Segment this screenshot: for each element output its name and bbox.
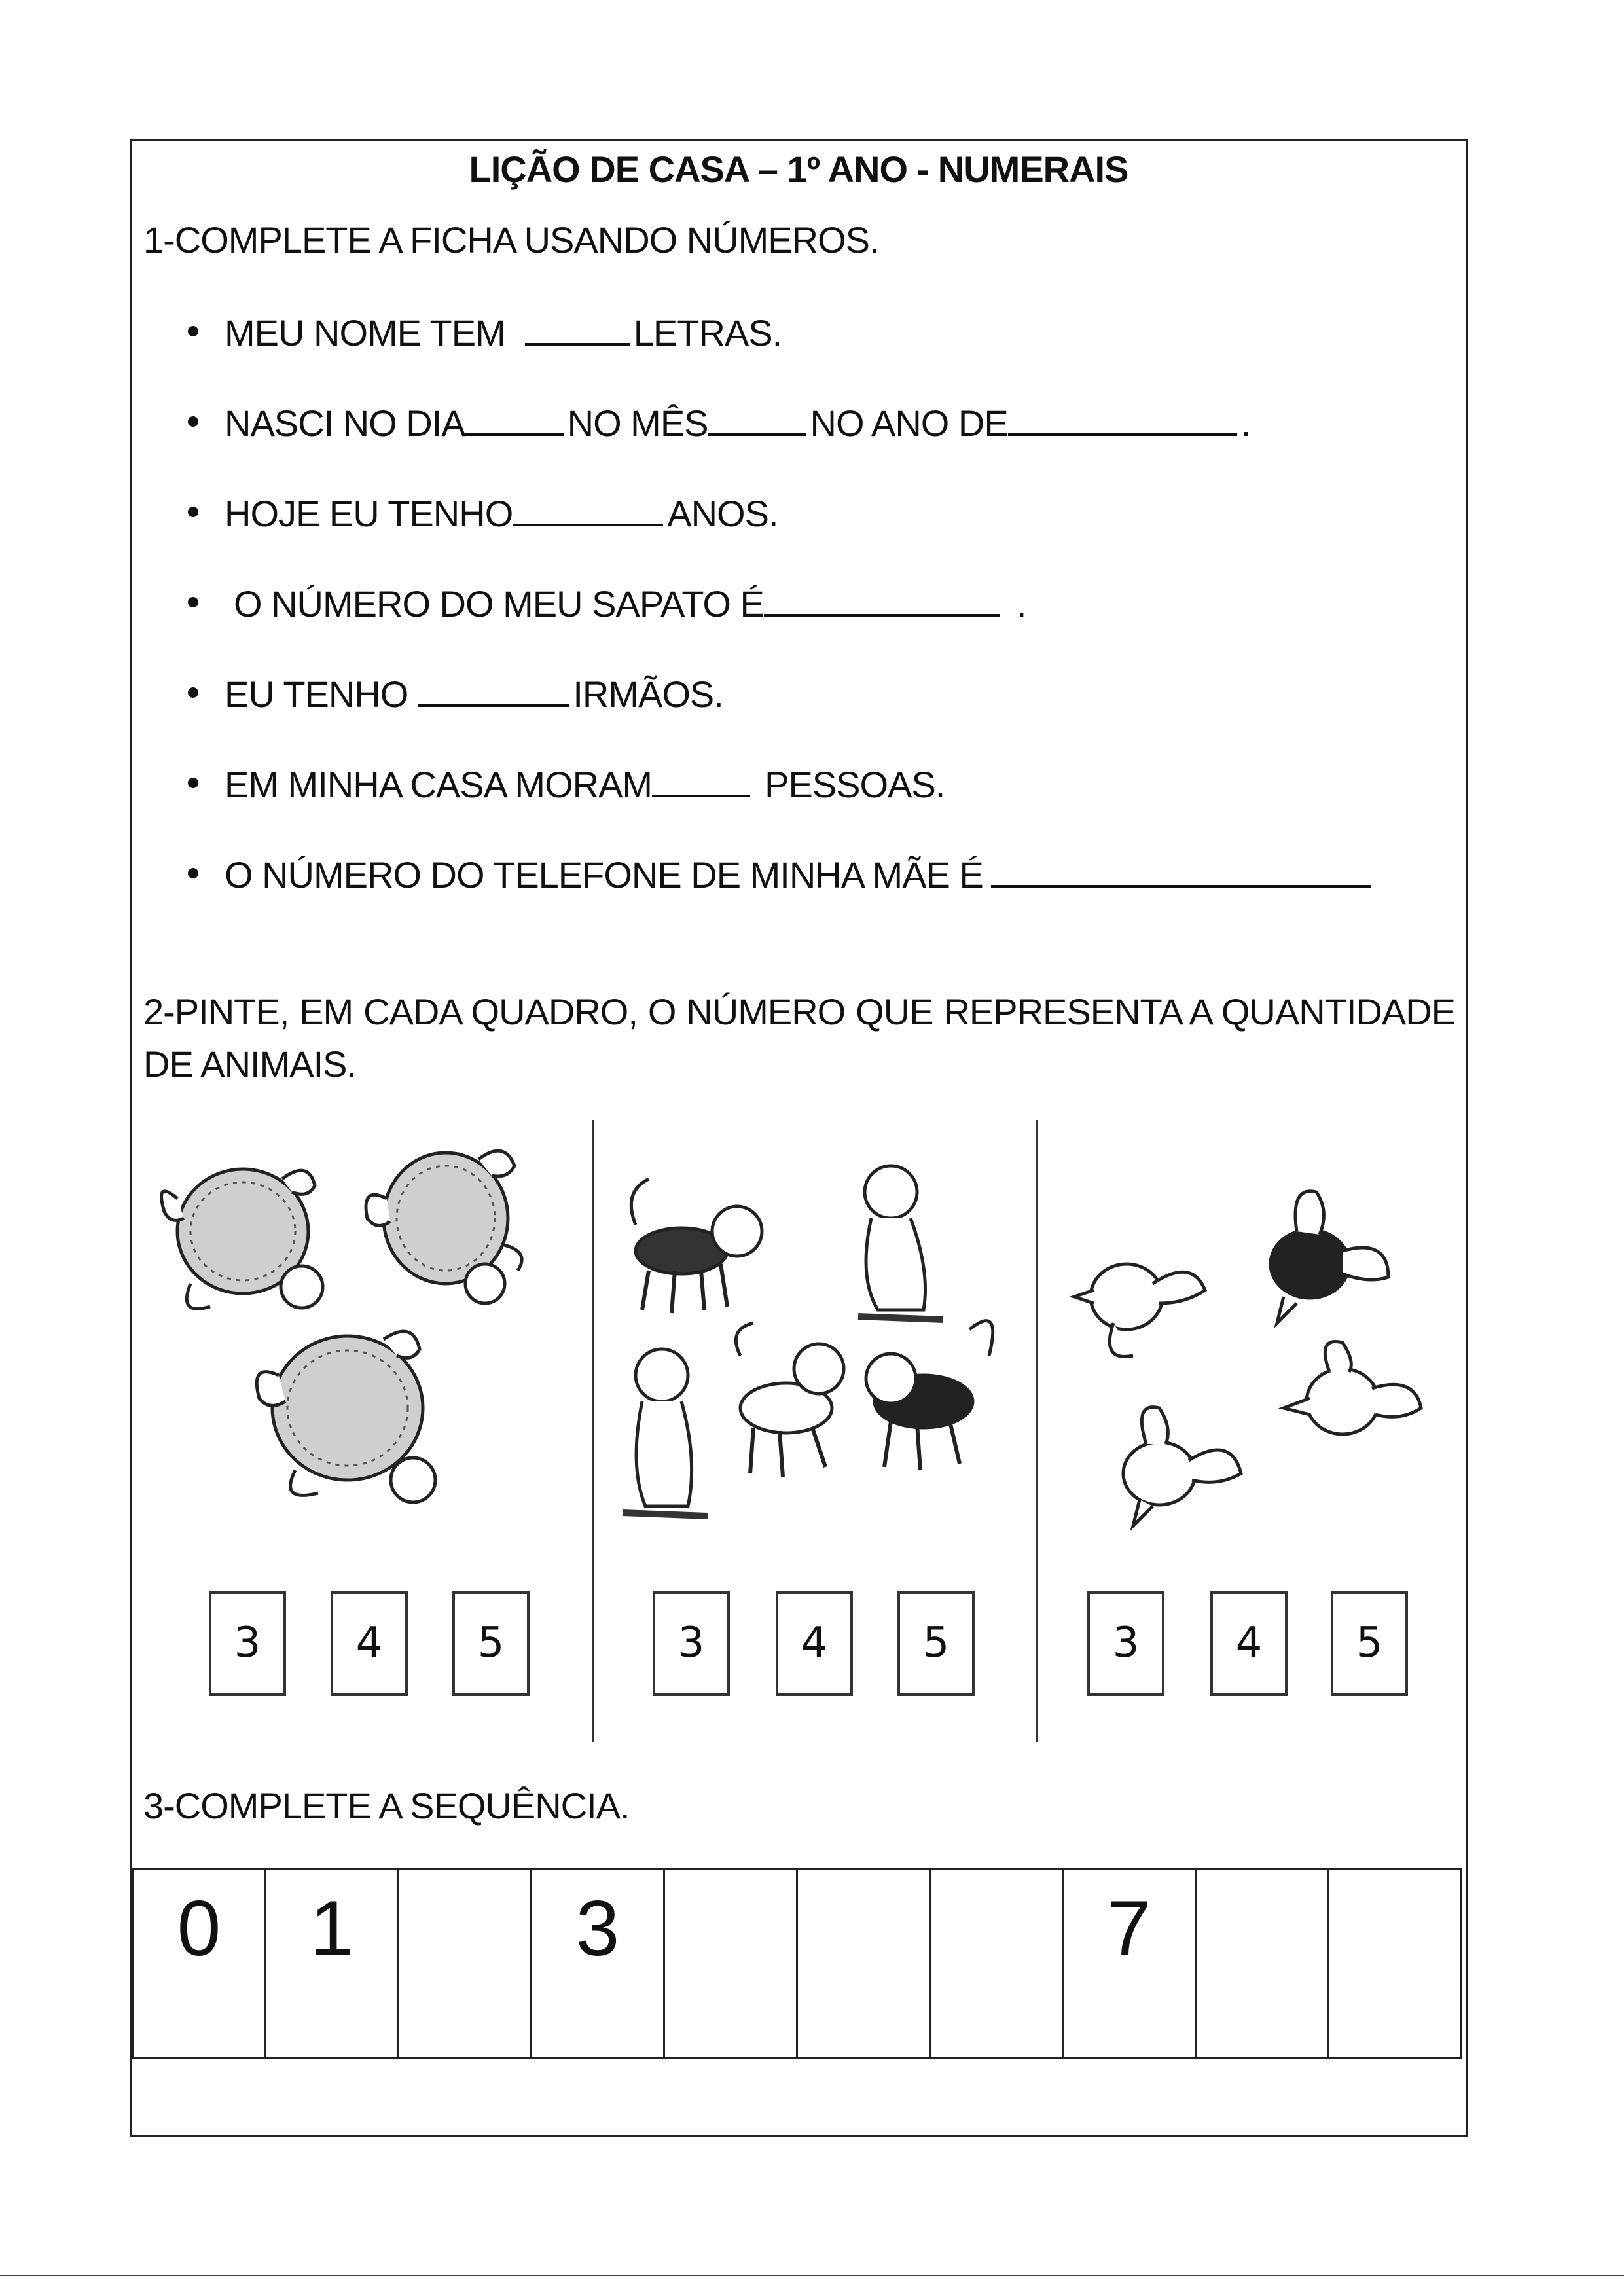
bird-group [1048,1120,1460,1565]
cat-icon [736,1323,844,1477]
animal-panel-birds [1048,1120,1460,1670]
sequence-cell[interactable] [798,1870,931,2057]
sequence-cell[interactable] [266,1870,399,2057]
list-item [188,854,1375,896]
bullet-icon [188,778,198,788]
sequence-cell[interactable] [399,1870,532,2057]
bullet-icon [188,687,198,698]
bullet-icon [188,597,198,607]
list-item [188,492,778,535]
turtle-group [145,1120,557,1539]
sequence-value: 1 [310,1885,354,1972]
bullet-icon [188,326,198,336]
sequence-cell[interactable] [1329,1870,1460,2057]
number-option-box[interactable]: 3 [209,1591,286,1696]
sequence-cell[interactable] [931,1870,1064,2057]
number-option-box[interactable]: 5 [897,1591,975,1696]
animal-panel-turtles [145,1120,557,1670]
cat-icon [858,1166,943,1320]
list-item [188,402,1250,444]
item-text: NASCI NO DIA [225,403,465,444]
answer-blank[interactable] [991,856,1371,888]
question-3-heading: 3-COMPLETE A SEQUÊNCIA. [143,1785,630,1826]
item-text: EU TENHO [225,674,408,715]
bird-icon [1074,1264,1205,1356]
number-option-box[interactable]: 5 [1331,1591,1408,1696]
bird-icon [1284,1341,1421,1434]
number-option-box[interactable]: 4 [331,1591,408,1696]
item-text: O NÚMERO DO MEU SAPATO É [234,583,764,624]
list-item [188,763,945,806]
item-text: IRMÃOS. [573,674,723,715]
item-text: NO ANO DE [810,403,1008,444]
worksheet [130,139,1468,2137]
item-text: NO MÊS [567,403,708,444]
answer-blank[interactable] [525,314,630,346]
item-text: EM MINHA CASA MORAM [225,764,653,805]
turtle-icon [257,1331,435,1502]
bullet-icon [188,868,198,878]
item-text: MEU NOME TEM [225,312,505,353]
number-option-box[interactable]: 3 [653,1591,730,1696]
turtle-icon [162,1169,323,1309]
animal-panel-cats [603,1120,1015,1670]
cat-icon [631,1179,762,1313]
number-option-box[interactable]: 4 [776,1591,853,1696]
bullet-icon [188,507,198,517]
answer-blank[interactable] [1008,405,1237,436]
sequence-value: 3 [575,1885,620,1972]
sequence-table [132,1868,1462,2059]
number-option-box[interactable]: 3 [1087,1591,1164,1696]
cat-icon [623,1349,708,1516]
sequence-value: 7 [1107,1885,1151,1972]
item-text: O NÚMERO DO TELEFONE DE MINHA MÃE É [225,854,983,895]
sequence-cell[interactable] [665,1870,798,2057]
list-item [188,583,1026,625]
panel-divider [592,1120,594,1742]
item-text: . [1016,583,1026,624]
question-2-heading: 2-PINTE, EM CADA QUADRO, O NÚMERO QUE REPRESENTA A QUANTIDADE DE ANIMAIS. [143,991,1455,1085]
bird-icon [1123,1407,1241,1526]
answer-blank[interactable] [764,585,1000,617]
page-bottom-rule [0,2275,1624,2276]
list-item [188,673,723,715]
list-item [188,312,782,354]
panel-divider [1036,1120,1038,1742]
answer-blank[interactable] [708,405,806,436]
sequence-value: 0 [177,1885,221,1972]
answer-blank[interactable] [465,405,564,436]
page-title: LIÇÃO DE CASA – 1º ANO - NUMERAIS [469,149,1128,190]
sequence-cell[interactable] [532,1870,665,2057]
cat-group [603,1120,1015,1565]
question-1-heading: 1-COMPLETE A FICHA USANDO NÚMEROS. [143,219,879,261]
number-option-box[interactable]: 5 [452,1591,530,1696]
item-text: ANOS. [667,493,778,534]
bullet-icon [188,416,198,427]
cat-icon [866,1321,993,1470]
sequence-cell[interactable] [1064,1870,1197,2057]
answer-blank[interactable] [513,495,663,526]
sequence-cell[interactable] [1197,1870,1329,2057]
number-option-box[interactable]: 4 [1210,1591,1288,1696]
bird-icon [1271,1191,1388,1323]
answer-blank[interactable] [652,766,750,797]
item-text: LETRAS. [633,312,782,353]
item-text: PESSOAS. [765,764,945,805]
item-text: . [1240,403,1251,444]
answer-blank[interactable] [418,676,569,707]
sequence-cell[interactable] [134,1870,266,2057]
item-text: HOJE EU TENHO [225,493,513,534]
turtle-icon [366,1151,522,1303]
